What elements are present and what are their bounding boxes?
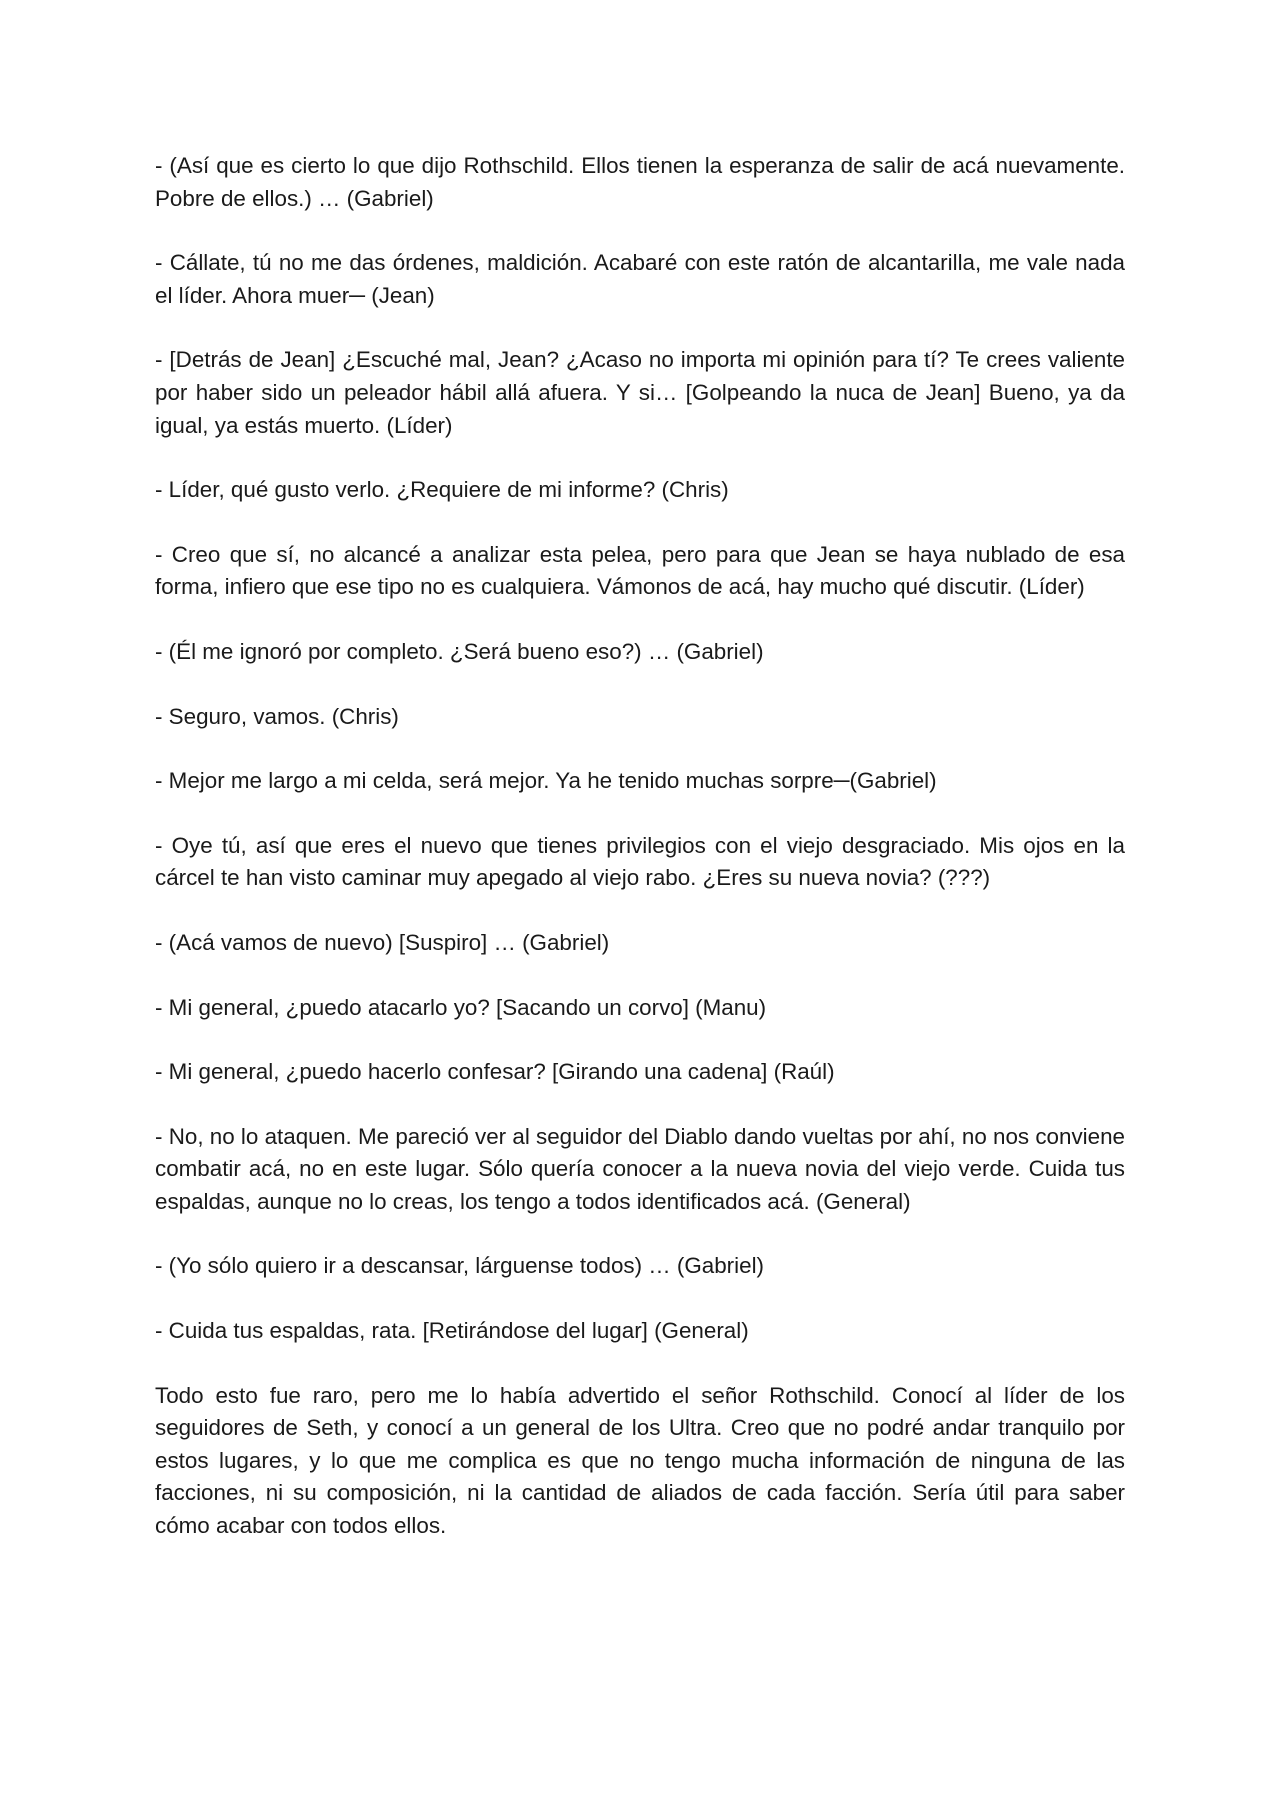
- dialogue-paragraph: - Mi general, ¿puedo atacarlo yo? [Sacando un corvo] (Manu): [155, 994, 767, 1020]
- dialogue-paragraph: - Mi general, ¿puedo hacerlo confesar? [Girando una cadena] (Raúl): [155, 1059, 835, 1085]
- dialogue-paragraph: - Cuida tus espaldas, rata. [Retirándose del lugar] (General): [155, 1318, 749, 1344]
- dialogue-paragraph: - Oye tú, así que eres el nuevo que tienes privilegios con el viejo desgraciado. Mis ojos en la cárcel te han visto caminar muy apegado al viejo rabo. ¿Eres su nueva novia? (???): [155, 832, 1125, 891]
- dialogue-paragraph: - (Yo sólo quiero ir a descansar, lárguense todos) … (Gabriel): [155, 1253, 764, 1279]
- dialogue-paragraph: - Creo que sí, no alcancé a analizar esta pelea, pero para que Jean se haya nublado de esa forma, infiero que ese tipo no es cualquiera. Vámonos de acá, hay mucho qué discutir. (Líder): [155, 541, 1125, 600]
- narrative-paragraph: Todo esto fue raro, pero me lo había advertido el señor Rothschild. Conocí al líder de los seguidores de Seth, y conocí a un general de los Ultra. Creo que no podré andar tranquilo por estos lugares, y lo que me complica es que no tengo mucha información de ninguna de las facciones, ni su composición, ni la cantidad de aliados de cada facción. Sería útil para saber cómo acabar con todos ellos.: [155, 1382, 1125, 1539]
- dialogue-paragraph: - Cállate, tú no me das órdenes, maldición. Acabaré con este ratón de alcantarilla, me vale nada el líder. Ahora muer─ (Jean): [155, 250, 1125, 308]
- dialogue-paragraph: - [Detrás de Jean] ¿Escuché mal, Jean? ¿Acaso no importa mi opinión para tí? Te crees valiente por haber sido un peleador hábil allá afuera. Y si… [Golpeando la nuca de Jean] Bueno, ya da igual, ya estás muerto. (Líder): [155, 347, 1125, 438]
- document-page: [155, 150, 1125, 1575]
- dialogue-paragraph: - Seguro, vamos. (Chris): [155, 703, 399, 729]
- dialogue-paragraph: - (Él me ignoró por completo. ¿Será bueno eso?) … (Gabriel): [155, 638, 764, 664]
- dialogue-paragraph: - Mejor me largo a mi celda, será mejor. Ya he tenido muchas sorpre─(Gabriel): [155, 768, 937, 794]
- dialogue-paragraph: - (Acá vamos de nuevo) [Suspiro] … (Gabriel): [155, 929, 610, 955]
- dialogue-paragraph: - Líder, qué gusto verlo. ¿Requiere de mi informe? (Chris): [155, 477, 729, 503]
- dialogue-paragraph: - (Así que es cierto lo que dijo Rothschild. Ellos tienen la esperanza de salir de acá nuevamente. Pobre de ellos.) … (Gabriel): [155, 153, 1125, 211]
- dialogue-paragraph: - No, no lo ataquen. Me pareció ver al seguidor del Diablo dando vueltas por ahí, no nos conviene combatir acá, no en este lugar. Sólo quería conocer a la nueva novia del viejo verde. Cuida tus espaldas, aunque no lo creas, los tengo a todos identificados acá. (General): [155, 1123, 1125, 1214]
